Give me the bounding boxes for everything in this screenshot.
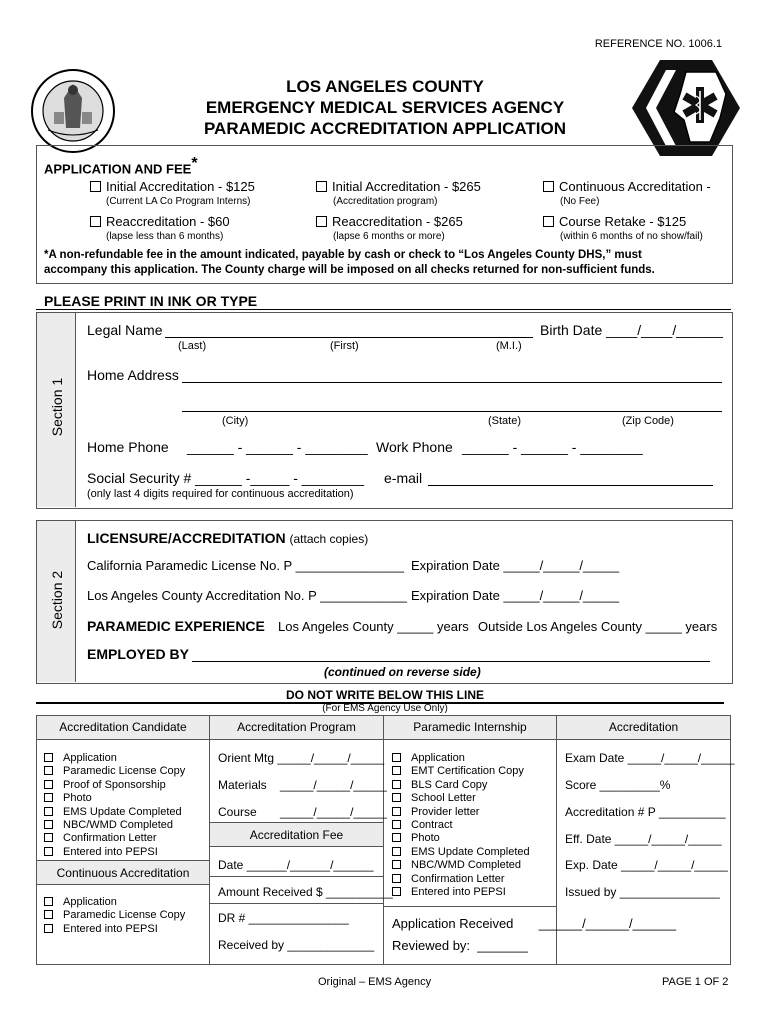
col2-header-label: Accreditation Program bbox=[237, 720, 356, 734]
fee-option-sub: (lapse 6 months or more) bbox=[333, 231, 445, 242]
experience-heading: PARAMEDIC EXPERIENCE bbox=[87, 618, 265, 634]
checkbox-icon[interactable] bbox=[44, 833, 53, 842]
checkbox-icon[interactable] bbox=[392, 766, 401, 775]
checkbox-icon[interactable] bbox=[392, 780, 401, 789]
application-received-field[interactable]: Application Received ______/______/______ bbox=[392, 916, 677, 931]
experience-outside-field[interactable]: Outside Los Angeles County _____ years bbox=[478, 619, 718, 634]
ssn-note: (only last 4 digits required for continuous accreditation) bbox=[87, 488, 354, 500]
list-item[interactable]: Photo bbox=[44, 792, 185, 805]
legal-name-label: Legal Name bbox=[87, 322, 163, 338]
checkbox-icon[interactable] bbox=[392, 847, 401, 856]
divider bbox=[36, 309, 731, 310]
work-phone-field[interactable]: ______ - ______ - ________ bbox=[462, 439, 643, 455]
list-item[interactable]: Application bbox=[392, 752, 530, 765]
ssn-field[interactable]: Social Security # ______ -_____ - ________ bbox=[87, 470, 365, 486]
page-number: PAGE 1 OF 2 bbox=[662, 976, 729, 988]
checkbox-icon[interactable] bbox=[44, 897, 53, 906]
list-item[interactable]: Proof of Sponsorship bbox=[44, 779, 185, 792]
list-item[interactable]: Contract bbox=[392, 819, 530, 832]
checkbox-icon[interactable] bbox=[392, 874, 401, 883]
internship-checklist bbox=[392, 752, 530, 899]
checkbox-icon[interactable] bbox=[44, 847, 53, 856]
continuous-checklist bbox=[44, 896, 185, 936]
footer-copy-label: Original – EMS Agency bbox=[318, 976, 432, 988]
continuous-header-label: Continuous Accreditation bbox=[56, 866, 190, 880]
page-title bbox=[150, 76, 620, 139]
fee-heading: APPLICATION AND FEE* bbox=[44, 155, 198, 177]
list-item[interactable]: NBC/WMD Completed bbox=[392, 859, 530, 872]
mi-caption: (M.I.) bbox=[496, 340, 522, 352]
list-item[interactable]: Entered into PEPSI bbox=[44, 846, 185, 859]
email-field[interactable] bbox=[428, 485, 713, 486]
checkbox-icon[interactable] bbox=[44, 753, 53, 762]
employed-by-field[interactable] bbox=[192, 661, 710, 662]
list-item[interactable]: EMS Update Completed bbox=[392, 846, 530, 859]
employed-by-label: EMPLOYED BY bbox=[87, 646, 189, 662]
title-line-3: PARAMEDIC ACCREDITATION APPLICATION bbox=[203, 119, 567, 138]
first-caption: (First) bbox=[330, 340, 359, 352]
list-item[interactable]: Paramedic License Copy bbox=[44, 765, 185, 778]
list-item[interactable]: NBC/WMD Completed bbox=[44, 819, 185, 832]
candidate-checklist bbox=[44, 752, 185, 859]
print-heading: PLEASE PRINT IN INK OR TYPE bbox=[44, 293, 258, 309]
col-divider bbox=[383, 740, 384, 965]
ca-license-field[interactable]: California Paramedic License No. P _______________ bbox=[87, 558, 405, 573]
fee-option-sub: (Accreditation program) bbox=[333, 196, 438, 207]
fee-header-label: Accreditation Fee bbox=[249, 828, 344, 842]
home-address-label: Home Address bbox=[87, 367, 179, 383]
list-item[interactable]: Entered into PEPSI bbox=[392, 886, 530, 899]
county-seal bbox=[30, 68, 116, 154]
continued-note: (continued on reverse side) bbox=[324, 665, 481, 679]
col4-header-label: Accreditation bbox=[608, 720, 679, 734]
reference-number: REFERENCE NO. 1006.1 bbox=[594, 38, 722, 50]
checkbox-icon[interactable] bbox=[44, 766, 53, 775]
office-use-note: (For EMS Agency Use Only) bbox=[322, 703, 448, 714]
exp-date-field[interactable]: Exp. Date _____/_____/_____ bbox=[565, 858, 728, 872]
checkbox-icon[interactable] bbox=[316, 216, 327, 227]
ca-expiration-field[interactable]: Expiration Date _____/_____/_____ bbox=[411, 558, 620, 573]
home-address-field[interactable] bbox=[182, 382, 722, 383]
orient-mtg-field[interactable]: Orient Mtg _____/_____/_____ bbox=[218, 751, 385, 765]
list-item[interactable]: Photo bbox=[392, 832, 530, 845]
col1-header-label: Accreditation Candidate bbox=[59, 720, 187, 734]
list-item[interactable]: Confirmation Letter bbox=[44, 832, 185, 845]
fee-asterisk: * bbox=[191, 155, 198, 172]
work-phone-label: Work Phone bbox=[376, 439, 453, 455]
home-phone-field[interactable]: ______ - ______ - ________ bbox=[187, 439, 368, 455]
checkbox-icon[interactable] bbox=[392, 833, 401, 842]
checkbox-icon[interactable] bbox=[44, 793, 53, 802]
checkbox-icon[interactable] bbox=[44, 820, 53, 829]
checkbox-icon[interactable] bbox=[90, 216, 101, 227]
fee-option-continuous[interactable]: Continuous Accreditation - bbox=[543, 179, 711, 194]
list-item[interactable]: EMS Update Completed bbox=[44, 806, 185, 819]
list-item[interactable]: Paramedic License Copy bbox=[44, 909, 185, 922]
home-phone-label: Home Phone bbox=[87, 439, 169, 455]
checkbox-icon[interactable] bbox=[44, 924, 53, 933]
do-not-write-label: DO NOT WRITE BELOW THIS LINE bbox=[286, 688, 484, 702]
checkbox-icon[interactable] bbox=[543, 181, 554, 192]
list-item[interactable]: Application bbox=[44, 896, 185, 909]
birth-date-field[interactable]: Birth Date ____/____/______ bbox=[540, 322, 723, 338]
checkbox-icon[interactable] bbox=[44, 780, 53, 789]
city-caption: (City) bbox=[222, 415, 249, 427]
col-divider bbox=[209, 740, 210, 965]
col-divider bbox=[556, 740, 557, 965]
exam-date-field[interactable]: Exam Date _____/_____/_____ bbox=[565, 751, 735, 765]
fee-option-sub: (No Fee) bbox=[560, 196, 600, 207]
fee-option-sub: (lapse less than 6 months) bbox=[106, 231, 224, 242]
received-by-field[interactable]: Received by _____________ bbox=[218, 938, 375, 952]
state-caption: (State) bbox=[488, 415, 522, 427]
title-line-2: EMERGENCY MEDICAL SERVICES AGENCY bbox=[205, 98, 565, 117]
checkbox-icon[interactable] bbox=[392, 793, 401, 802]
issued-by-field[interactable]: Issued by _______________ bbox=[565, 885, 720, 899]
checkbox-icon[interactable] bbox=[44, 807, 53, 816]
fee-option-initial-265[interactable]: Initial Accreditation - $265 bbox=[316, 179, 481, 194]
last-caption: (Last) bbox=[178, 340, 207, 352]
score-field[interactable]: Score _________% bbox=[565, 778, 671, 792]
col3-header-label: Paramedic Internship bbox=[413, 720, 527, 734]
la-accreditation-field[interactable]: Los Angeles County Accreditation No. P ____________ bbox=[87, 588, 407, 603]
section-1-label: Section 1 bbox=[49, 377, 65, 437]
list-item[interactable]: Provider letter bbox=[392, 806, 530, 819]
eff-date-field[interactable]: Eff. Date _____/_____/_____ bbox=[565, 832, 722, 846]
checkbox-icon[interactable] bbox=[392, 807, 401, 816]
checkbox-icon[interactable] bbox=[44, 910, 53, 919]
fee-option-reaccred-265[interactable]: Reaccreditation - $265 bbox=[316, 214, 463, 229]
city-state-zip-field[interactable] bbox=[182, 411, 722, 412]
fee-date-field[interactable]: Date ______/______/______ bbox=[218, 858, 374, 872]
ems-agency-logo bbox=[630, 58, 742, 158]
fee-option-sub: (Current LA Co Program Interns) bbox=[106, 196, 251, 207]
legal-name-field[interactable] bbox=[165, 337, 533, 338]
email-label: e-mail bbox=[384, 470, 423, 486]
zip-caption: (Zip Code) bbox=[622, 415, 674, 427]
reviewed-by-field[interactable]: Reviewed by: _______ bbox=[392, 938, 528, 953]
checkbox-icon[interactable] bbox=[316, 181, 327, 192]
title-line-1: LOS ANGELES COUNTY bbox=[286, 77, 484, 96]
la-expiration-field[interactable]: Expiration Date _____/_____/_____ bbox=[411, 588, 620, 603]
accreditation-number-field[interactable]: Accreditation # P __________ bbox=[565, 805, 726, 819]
fee-note: *A non-refundable fee in the amount indicated, payable by cash or check to “Los Angeles County DHS,” must accompany this application. The County charge will be imposed on all checks returned for non-sufficient funds. bbox=[44, 249, 655, 276]
list-item[interactable]: BLS Card Copy bbox=[392, 779, 530, 792]
checkbox-icon[interactable] bbox=[543, 216, 554, 227]
fee-option-reaccred-60[interactable]: Reaccreditation - $60 bbox=[90, 214, 230, 229]
course-field[interactable]: Course _____/_____/_____ bbox=[218, 805, 387, 819]
checkbox-icon[interactable] bbox=[392, 887, 401, 896]
checkbox-icon[interactable] bbox=[392, 820, 401, 829]
fee-option-course-retake[interactable]: Course Retake - $125 bbox=[543, 214, 686, 229]
section-2-label: Section 2 bbox=[49, 570, 65, 630]
list-item[interactable]: Entered into PEPSI bbox=[44, 923, 185, 936]
materials-field[interactable]: Materials _____/_____/_____ bbox=[218, 778, 387, 792]
checkbox-icon[interactable] bbox=[392, 753, 401, 762]
dr-number-field[interactable]: DR # _______________ bbox=[218, 911, 349, 925]
licensure-heading: LICENSURE/ACCREDITATION (attach copies) bbox=[87, 530, 369, 546]
divider bbox=[210, 903, 383, 904]
list-item[interactable]: Application bbox=[44, 752, 185, 765]
list-item[interactable]: Confirmation Letter bbox=[392, 873, 530, 886]
fee-option-initial-125[interactable]: Initial Accreditation - $125 bbox=[90, 179, 255, 194]
divider bbox=[384, 906, 556, 907]
checkbox-icon[interactable] bbox=[392, 860, 401, 869]
amount-received-field[interactable]: Amount Received $ __________ bbox=[218, 885, 393, 899]
experience-la-field[interactable]: Los Angeles County _____ years bbox=[278, 619, 469, 634]
fee-option-sub: (within 6 months of no show/fail) bbox=[560, 231, 703, 242]
checkbox-icon[interactable] bbox=[90, 181, 101, 192]
divider bbox=[210, 876, 383, 877]
list-item[interactable]: School Letter bbox=[392, 792, 530, 805]
list-item[interactable]: EMT Certification Copy bbox=[392, 765, 530, 778]
